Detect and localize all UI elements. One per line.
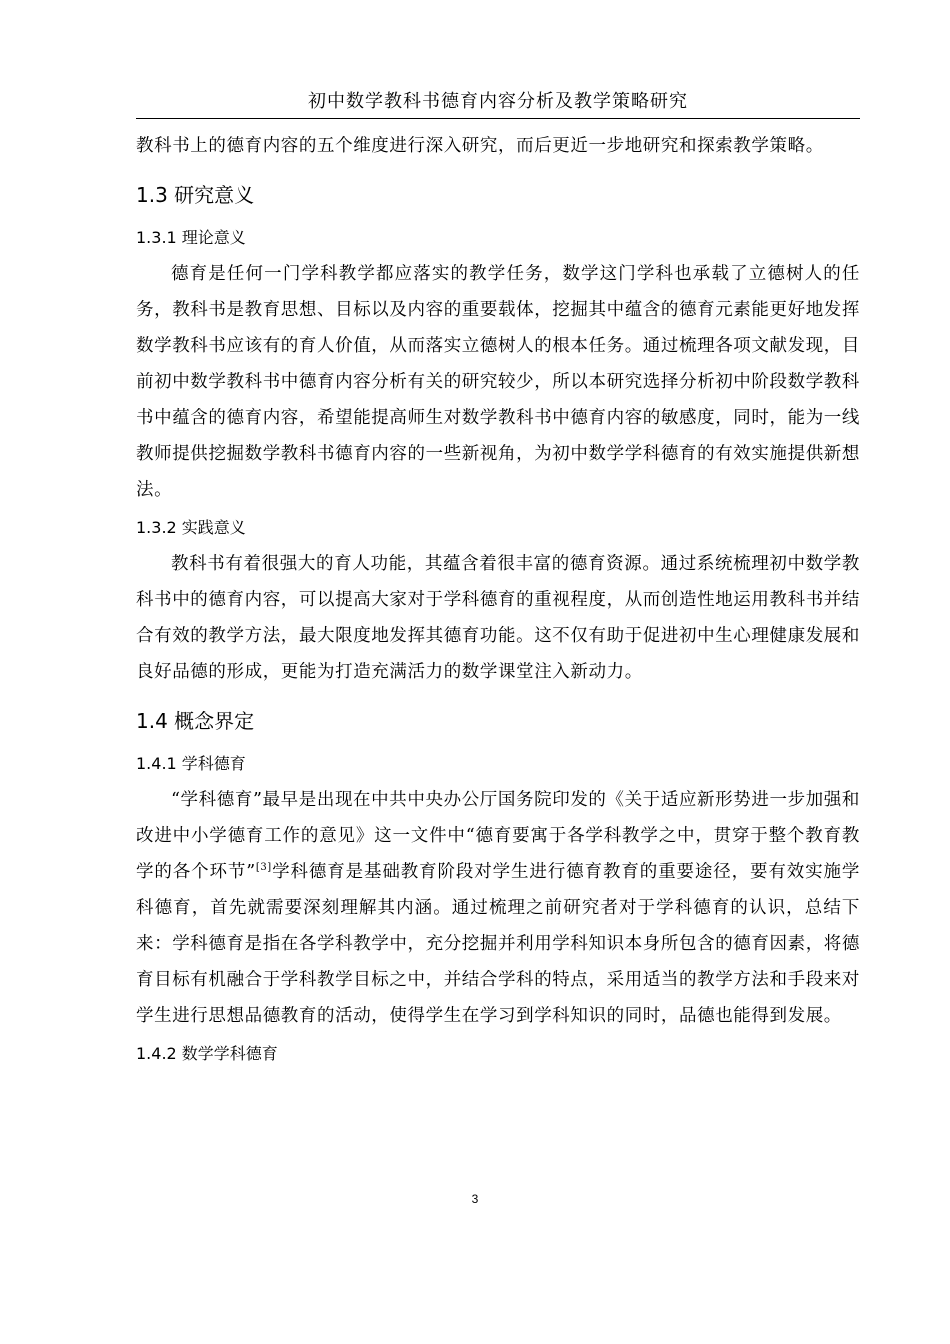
paragraph-text-before-citation: “学科德育”最早是出现在中共中央办公厅国务院印发的《关于适应新形势进一步加强和改进中小学德育工作的意见》这一文件中“德育要寓于各学科教学之中，贯穿于整个教育教学的各个环节” — [136, 790, 860, 882]
section-heading-1-4: 1.4 概念界定 — [136, 709, 255, 733]
subsection-heading-1-4-2: 1.4.2 数学学科德育 — [136, 1044, 278, 1063]
subsection-heading-1-3-1: 1.3.1 理论意义 — [136, 228, 246, 247]
intro-paragraph: 教科书上的德育内容的五个维度进行深入研究，而后更近一步地研究和探索教学策略。 — [136, 136, 824, 156]
citation-reference: [3] — [255, 862, 272, 873]
subsection-heading-1-3-2: 1.3.2 实践意义 — [136, 518, 246, 537]
running-header: 初中数学教科书德育内容分析及教学策略研究 — [136, 88, 860, 119]
section-heading-1-3: 1.3 研究意义 — [136, 183, 255, 207]
paragraph-text-after-citation: 学科德育是基础教育阶段对学生进行德育教育的重要途径，要有效实施学科德育，首先就需要深刻理解其内涵。通过梳理之前研究者对于学科德育的认识，总结下来：学科德育是指在各学科教学中，充分挖掘并利用学科知识本身所包含的德育因素，将德育目标有机融合于学科教学目标之中，并结合学科的特点，采用适当的教学方法和手段来对学生进行思想品德教育的活动，使得学生在学习到学科知识的同时，品德也能得到发展。 — [136, 862, 860, 1026]
theory-significance-paragraph: 德育是任何一门学科教学都应落实的教学任务，数学这门学科也承载了立德树人的任务，教科书是教育思想、目标以及内容的重要载体，挖掘其中蕴含的德育元素能更好地发挥数学教科书应该有的育人价值，从而落实立德树人的根本任务。通过梳理各项文献发现，目前初中数学教科书中德育内容分析有关的研究较少，所以本研究选择分析初中阶段数学教科书中蕴含的德育内容，希望能提高师生对数学教科书中德育内容的敏感度，同时，能为一线教师提供挖掘数学教科书德育内容的一些新视角，为初中数学学科德育的有效实施提供新想法。 — [136, 264, 860, 500]
practice-significance-paragraph: 教科书有着很强大的育人功能，其蕴含着很丰富的德育资源。通过系统梳理初中数学教科书中的德育内容，可以提高大家对于学科德育的重视程度，从而创造性地运用教科书并结合有效的教学方法，最大限度地发挥其德育功能。这不仅有助于促进初中生心理健康发展和良好品德的形成，更能为打造充满活力的数学课堂注入新动力。 — [136, 554, 860, 682]
subsection-heading-1-4-1: 1.4.1 学科德育 — [136, 754, 246, 773]
page-number: 3 — [471, 1192, 479, 1206]
subject-moral-education-paragraph — [136, 782, 860, 1034]
page-body — [136, 128, 860, 1072]
